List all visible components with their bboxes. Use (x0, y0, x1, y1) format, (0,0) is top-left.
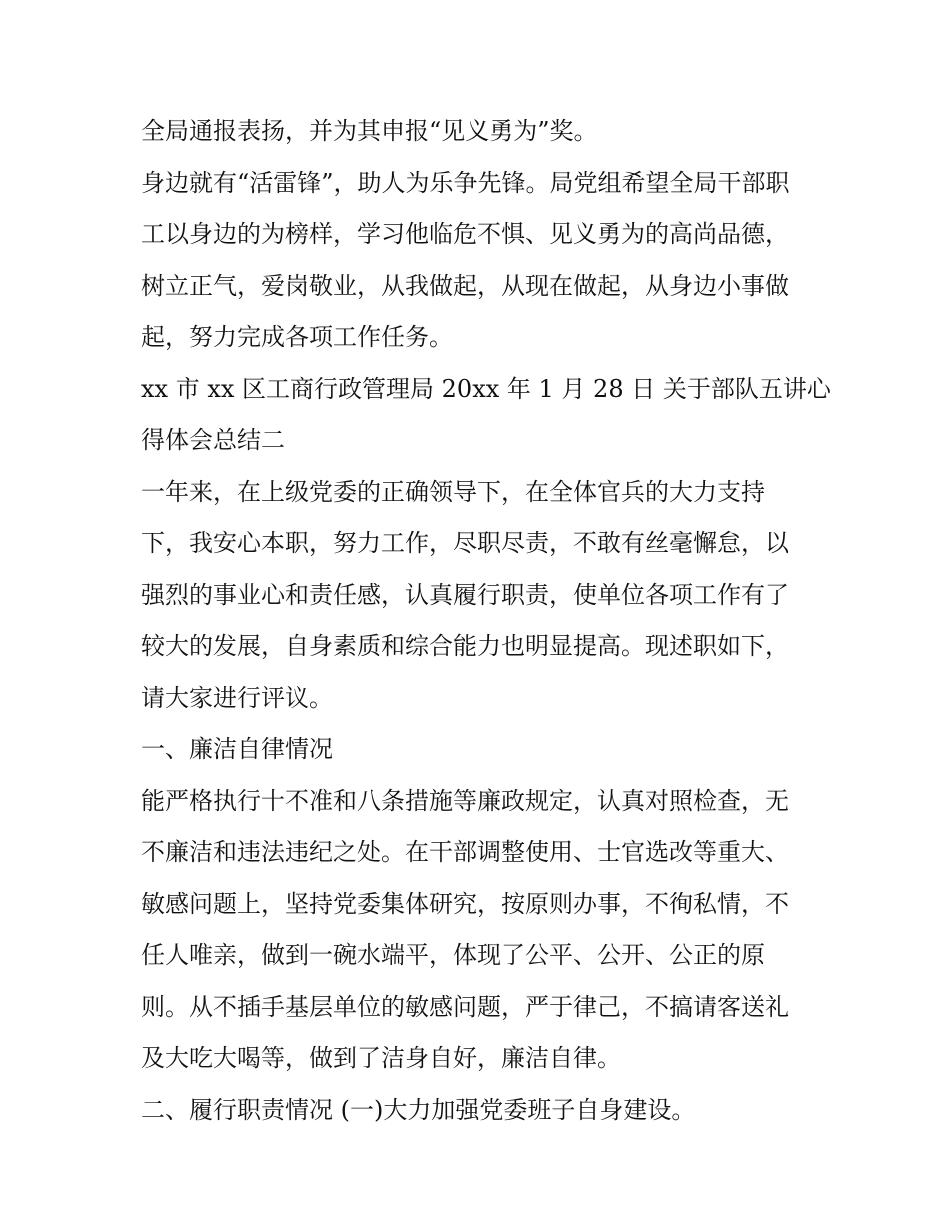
section-heading: 一、廉洁自律情况 (141, 735, 333, 763)
text-line: 得体会总结二 (141, 426, 285, 454)
text-line: xx 市 xx 区工商行政管理局 20xx 年 1 月 28 日 关于部队五讲心 (141, 374, 831, 403)
text-line: 请大家进行评议。 (141, 683, 333, 712)
text-line: 敏感问题上，坚持党委集体研究，按原则办事，不徇私情，不 (141, 889, 789, 918)
text-line: 不廉洁和违法违纪之处。在干部调整使用、士官选改等重大、 (141, 838, 789, 866)
text-line: 一年来，在上级党委的正确领导下，在全体官兵的大力支持 (141, 477, 765, 506)
document-body (141, 106, 831, 1136)
text-line: 树立正气，爱岗敬业，从我做起，从现在做起，从身边小事做 (141, 271, 789, 300)
text-line: 任人唯亲，做到一碗水端平，体现了公平、公开、公正的原 (141, 941, 765, 969)
text-line: 下，我安心本职，努力工作，尽职尽责，不敢有丝毫懈怠，以 (141, 529, 789, 557)
text-line: 较大的发展，自身素质和综合能力也明显提高。现述职如下， (141, 632, 789, 660)
text-line: 身边就有“活雷锋”，助人为乐争先锋。局党组希望全局干部职 (141, 168, 790, 197)
text-line: 则。从不插手基层单位的敏感问题，严于律己，不搞请客送礼 (141, 992, 789, 1021)
text-line: 强烈的事业心和责任感，认真履行职责，使单位各项工作有了 (141, 580, 789, 609)
text-line: 起，努力完成各项工作任务。 (141, 323, 453, 351)
section-heading: 二、履行职责情况 (一)大力加强党委班子自身建设。 (141, 1095, 696, 1124)
text-line: 能严格执行十不准和八条措施等廉政规定，认真对照检查，无 (141, 786, 789, 815)
text-line: 全局通报表扬，并为其申报“见义勇为”奖。 (141, 117, 598, 145)
text-line: 工以身边的为榜样，学习他临危不惧、见义勇为的高尚品德， (141, 220, 789, 248)
text-line: 及大吃大喝等，做到了洁身自好，廉洁自律。 (141, 1044, 621, 1072)
